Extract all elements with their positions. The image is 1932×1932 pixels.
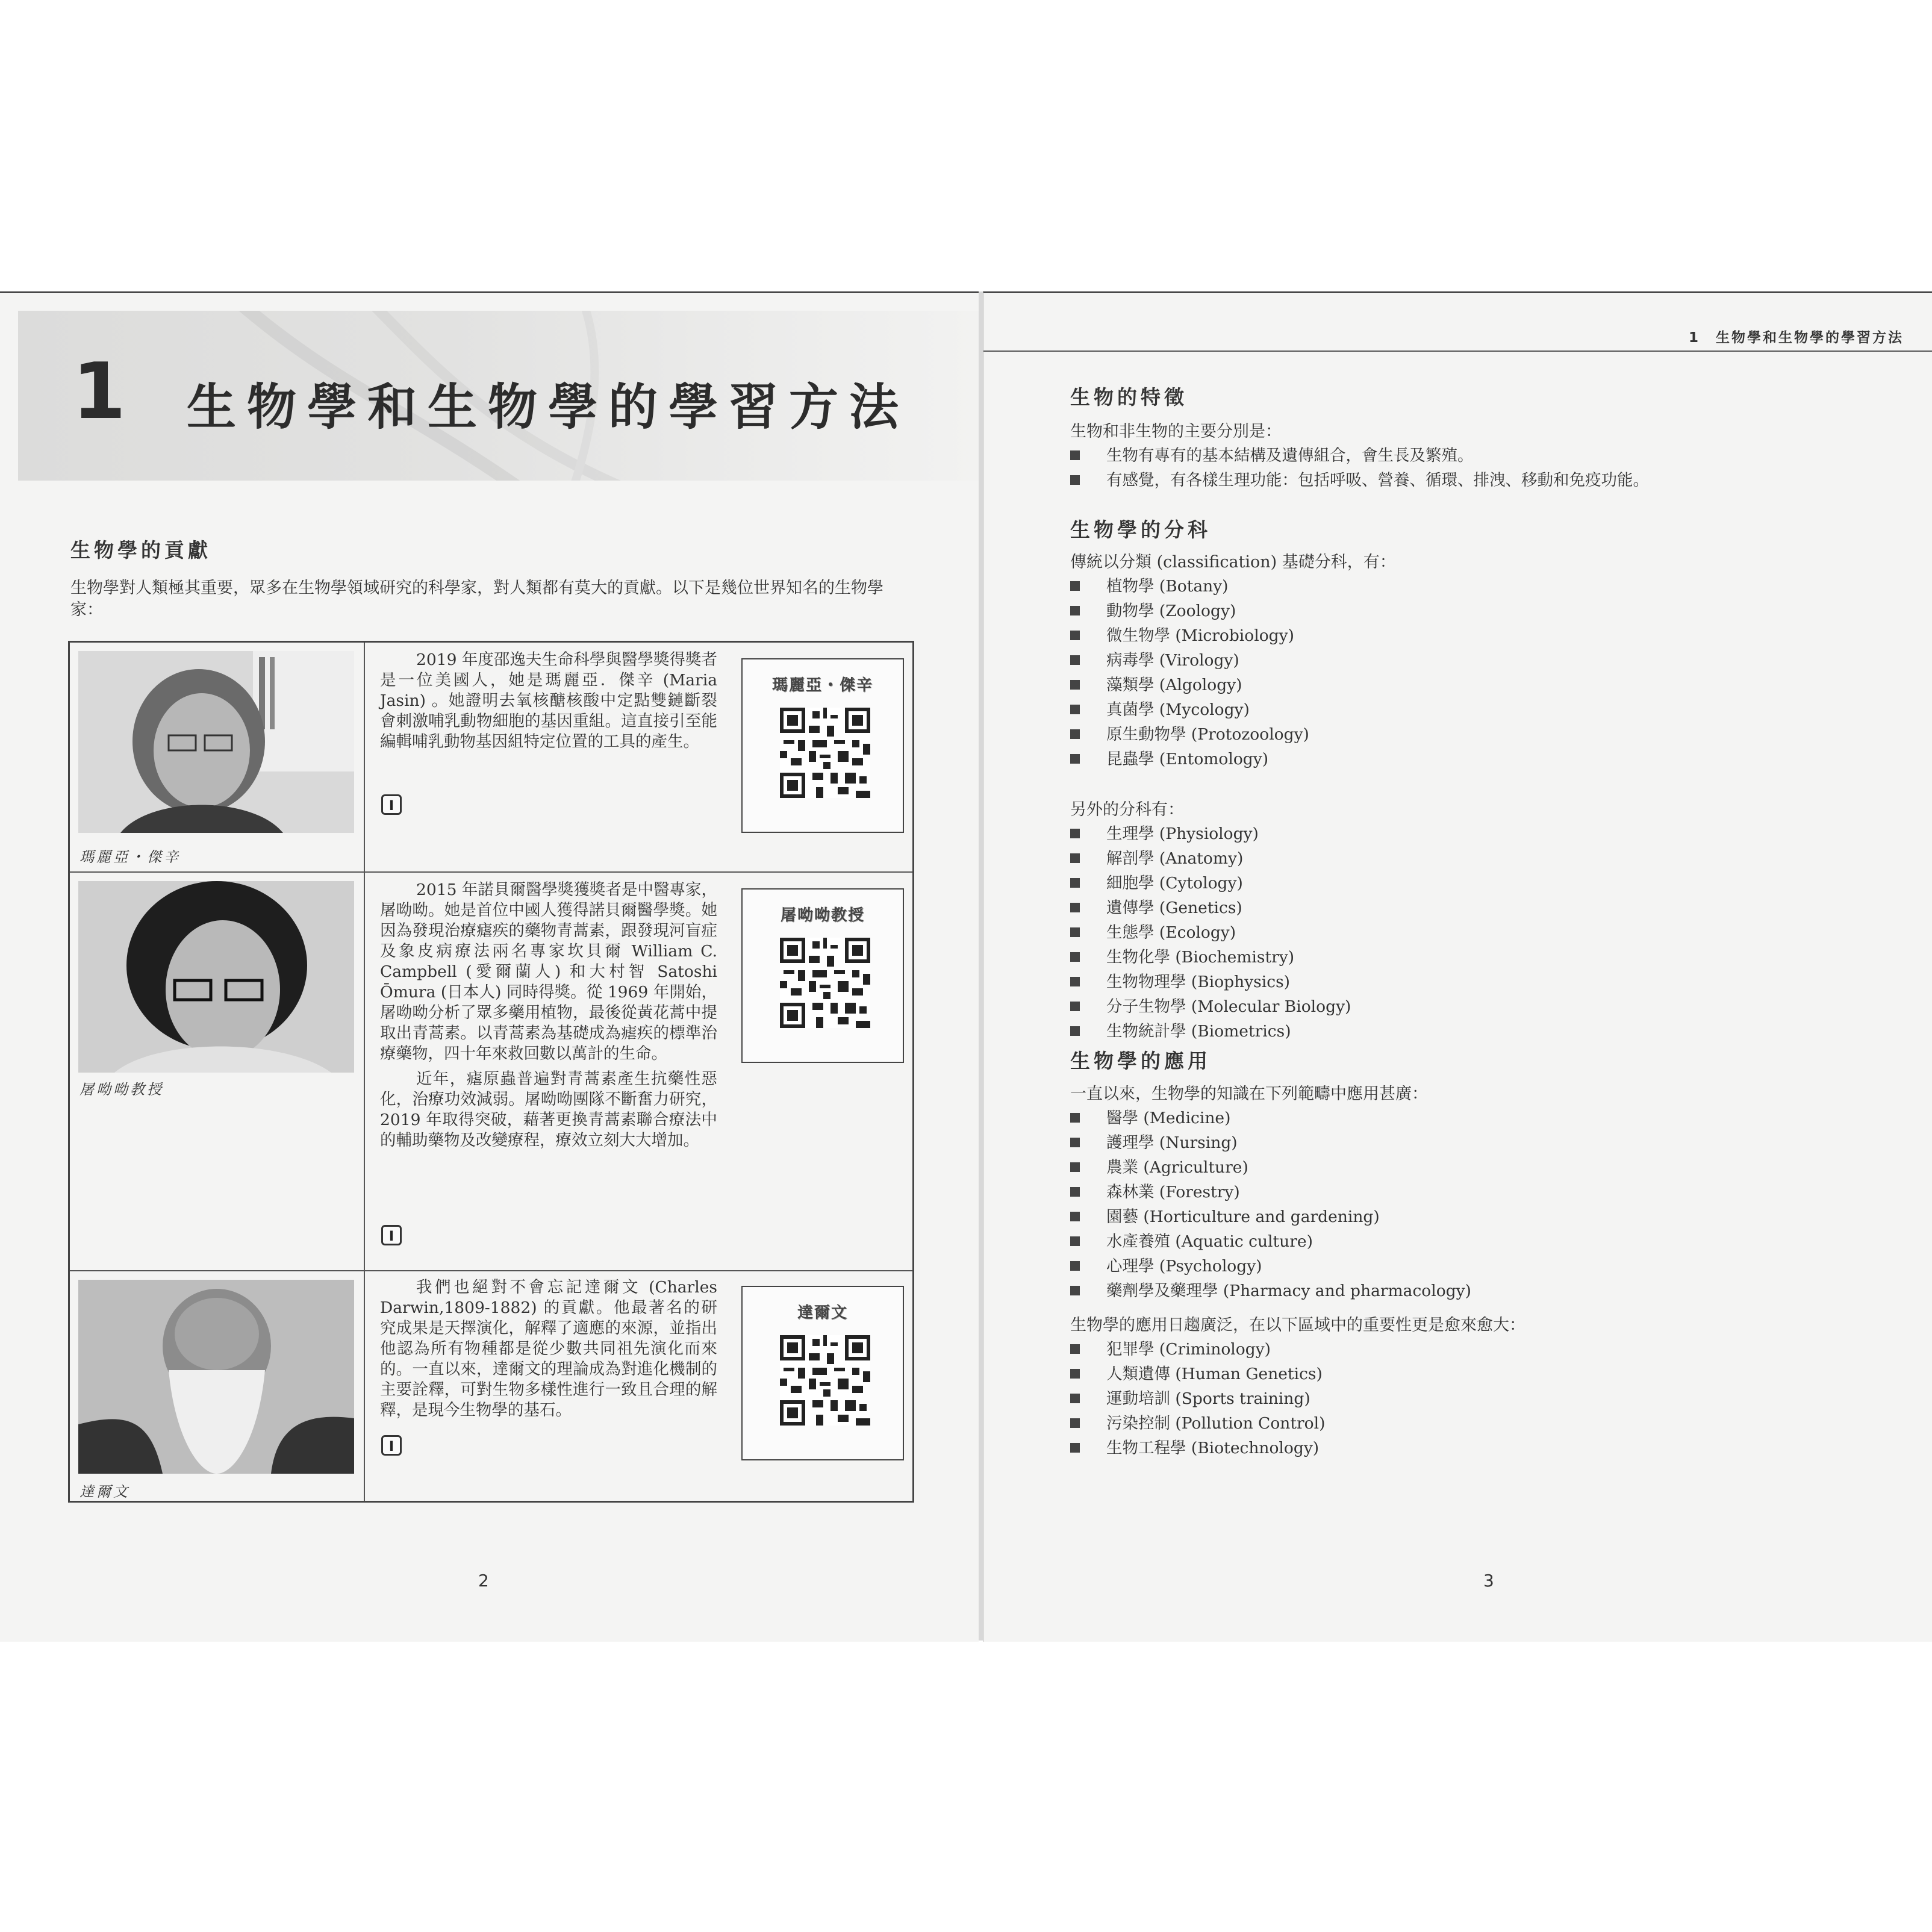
list-item: [1070, 1279, 1471, 1303]
branches-list: [1070, 574, 1309, 771]
list-item-text: 生物有專有的基本結構及遺傳組合，會生長及繁殖。: [1106, 446, 1474, 465]
section-title-branches: 生物學的分科: [1070, 518, 1211, 541]
list-item-text: 分子生物學 (Molecular Biology): [1106, 997, 1351, 1016]
info-icon[interactable]: I: [381, 1435, 402, 1456]
table-row: [70, 1271, 912, 1501]
square-bullet-icon: [1070, 1418, 1080, 1428]
list-item-text: 藥劑學及藥理學 (Pharmacy and pharmacology): [1106, 1282, 1471, 1300]
section-title-contributions: 生物學的貢獻: [70, 538, 211, 562]
list-item: [1070, 1362, 1325, 1386]
square-bullet-icon: [1070, 754, 1080, 764]
list-item-text: 解剖學 (Anatomy): [1106, 849, 1244, 868]
list-item-text: 細胞學 (Cytology): [1106, 874, 1243, 893]
features-list: [1070, 443, 1649, 493]
qr-label: 瑪麗亞・傑辛: [771, 676, 873, 694]
square-bullet-icon: [1070, 977, 1080, 986]
list-item-text: 生態學 (Ecology): [1106, 923, 1236, 942]
list-item-text: 原生動物學 (Protozoology): [1106, 725, 1309, 744]
square-bullet-icon: [1070, 829, 1080, 838]
list-item-text: 污染控制 (Pollution Control): [1106, 1414, 1326, 1433]
qr-code-icon[interactable]: [780, 708, 870, 798]
list-item: [1070, 970, 1351, 994]
square-bullet-icon: [1070, 878, 1080, 888]
list-item-text: 醫學 (Medicine): [1106, 1109, 1231, 1127]
growing-applications-intro: 生物學的應用日趨廣泛，在以下區域中的重要性更是愈來愈大：: [1070, 1316, 1525, 1335]
square-bullet-icon: [1070, 1212, 1080, 1221]
list-item-text: 真菌學 (Mycology): [1106, 700, 1250, 719]
list-item-text: 生物物理學 (Biophysics): [1106, 973, 1291, 991]
scientist-photo-jasin: [78, 651, 354, 833]
square-bullet-icon: [1070, 1236, 1080, 1246]
list-item: [1070, 697, 1309, 722]
list-item: [1070, 945, 1351, 970]
bio-paragraph: 我們也絕對不會忘記達爾文 (Charles Darwin,1809-1882) 的貢獻。他最著名的研究成果是天擇演化，解釋了適應的來源，並指出他認為所有物種都是從少數共同祖先演化而來的。一直以來，達爾文的理論成為對進化機制的主要詮釋，可對生物多樣性進行一致且合理的解釋，是現今生物學的基石。: [380, 1278, 717, 1419]
list-item: [1070, 468, 1649, 493]
qr-label: 達爾文: [797, 1304, 848, 1322]
info-icon[interactable]: I: [381, 1225, 402, 1245]
intro-line-1: 生物學對人類極其重要，眾多在生物學領域研究的科學家，對人類都有莫大的貢獻。以下是幾位世界知名的生物學: [70, 579, 883, 597]
photo-caption: 屠呦呦教授: [79, 1081, 164, 1098]
list-item: [1070, 1106, 1471, 1130]
square-bullet-icon: [1070, 1002, 1080, 1011]
qr-code-icon[interactable]: [780, 938, 870, 1028]
photo-cell: [70, 873, 365, 1270]
square-bullet-icon: [1070, 1162, 1080, 1172]
square-bullet-icon: [1070, 1026, 1080, 1036]
other-branches-intro: 另外的分科有：: [1070, 800, 1184, 819]
list-item-text: 人類遺傳 (Human Genetics): [1106, 1365, 1323, 1383]
bio-cell: [368, 1271, 916, 1501]
left-page: [0, 291, 979, 1642]
photo-caption: 達爾文: [79, 1483, 130, 1500]
section-title-applications: 生物學的應用: [1070, 1049, 1211, 1073]
bio-text: [380, 880, 717, 1151]
list-item: [1070, 1436, 1325, 1460]
square-bullet-icon: [1070, 450, 1080, 460]
list-item: [1070, 1386, 1325, 1411]
bio-paragraph: 2015 年諾貝爾醫學獎獲獎者是中醫專家，屠呦呦。她是首位中國人獲得諾貝爾醫學獎。她因為發現治療瘧疾的藥物青蒿素，跟發現河盲症及象皮病療法兩名專家坎貝爾 William C. Campbell (愛爾蘭人) 和大村智 Satoshi Ōmura (日本人) 同時得獎。從 1969 年開始，屠呦呦分析了眾多藥用植物，最後從黃花蒿中提取出青蒿素。以青蒿素為基礎成為瘧疾的標準治療藥物，四十年來救回數以萬計的生命。: [380, 880, 717, 1063]
table-row: [70, 643, 912, 873]
list-item-text: 心理學 (Psychology): [1106, 1257, 1262, 1276]
list-item: [1070, 648, 1309, 673]
list-item: [1070, 994, 1351, 1019]
list-item-text: 森林業 (Forestry): [1106, 1183, 1240, 1201]
list-item: [1070, 673, 1309, 697]
list-item-text: 微生物學 (Microbiology): [1106, 626, 1294, 645]
square-bullet-icon: [1070, 655, 1080, 665]
list-item-text: 水產養殖 (Aquatic culture): [1106, 1232, 1313, 1251]
square-bullet-icon: [1070, 1443, 1080, 1453]
square-bullet-icon: [1070, 1369, 1080, 1379]
list-item: [1070, 920, 1351, 945]
other-branches-list: [1070, 821, 1351, 1044]
qr-code-icon[interactable]: [780, 1335, 870, 1426]
scientist-photo-tu: [78, 881, 354, 1073]
list-item-text: 生物化學 (Biochemistry): [1106, 948, 1295, 967]
table-row: [70, 873, 912, 1271]
chapter-title: 生物學和生物學的學習方法: [187, 379, 910, 436]
bio-text: [380, 1277, 717, 1421]
list-item-text: 有感覺，有各樣生理功能：包括呼吸、營養、循環、排洩、移動和免疫功能。: [1106, 471, 1649, 490]
square-bullet-icon: [1070, 1187, 1080, 1197]
book-gutter: [979, 291, 983, 1641]
branches-intro: 傳統以分類 (classification) 基礎分科，有：: [1070, 553, 1396, 572]
square-bullet-icon: [1070, 705, 1080, 714]
page-number: 2: [478, 1571, 489, 1591]
list-item: [1070, 821, 1351, 846]
list-item: [1070, 1204, 1471, 1229]
list-item: [1070, 623, 1309, 648]
square-bullet-icon: [1070, 1286, 1080, 1295]
list-item: [1070, 722, 1309, 747]
qr-card[interactable]: [741, 658, 904, 833]
list-item: [1070, 574, 1309, 599]
list-item: [1070, 1130, 1471, 1155]
list-item: [1070, 1254, 1471, 1279]
list-item-text: 生理學 (Physiology): [1106, 824, 1259, 843]
list-item-text: 生物工程學 (Biotechnology): [1106, 1439, 1320, 1457]
right-page: [983, 291, 1932, 1642]
square-bullet-icon: [1070, 475, 1080, 485]
list-item-text: 昆蟲學 (Entomology): [1106, 750, 1269, 768]
photo-cell: [70, 643, 365, 871]
list-item: [1070, 871, 1351, 896]
list-item-text: 動物學 (Zoology): [1106, 602, 1236, 620]
list-item: [1070, 599, 1309, 623]
list-item: [1070, 896, 1351, 920]
chapter-banner: [18, 311, 979, 481]
scientist-photo-darwin: [78, 1280, 354, 1474]
features-intro: 生物和非生物的主要分別是：: [1070, 422, 1282, 441]
growing-applications-list: [1070, 1337, 1325, 1460]
list-item: [1070, 443, 1649, 468]
section-title-features: 生物的特徵: [1070, 385, 1188, 409]
list-item: [1070, 1229, 1471, 1254]
square-bullet-icon: [1070, 631, 1080, 640]
photo-cell: [70, 1271, 365, 1501]
page-number: 3: [1483, 1571, 1494, 1591]
list-item-text: 農業 (Agriculture): [1106, 1158, 1248, 1177]
square-bullet-icon: [1070, 1261, 1080, 1271]
list-item: [1070, 747, 1309, 771]
list-item-text: 生物統計學 (Biometrics): [1106, 1022, 1291, 1041]
list-item-text: 犯罪學 (Criminology): [1106, 1340, 1271, 1359]
list-item: [1070, 1180, 1471, 1204]
list-item: [1070, 1337, 1325, 1362]
intro-line-2: 家：: [70, 600, 103, 619]
bio-paragraph: 近年，瘧原蟲普遍對青蒿素產生抗藥性惡化，治療功效減弱。屠呦呦團隊不斷奮力研究，2019 年取得突破，藉著更換青蒿素聯合療法中的輔助藥物及改變療程，療效立刻大大增加。: [380, 1070, 717, 1150]
running-head: 1 生物學和生物學的學習方法: [1688, 330, 1904, 346]
info-icon[interactable]: I: [381, 794, 402, 815]
bio-cell: [368, 873, 916, 1270]
square-bullet-icon: [1070, 853, 1080, 863]
list-item-text: 護理學 (Nursing): [1106, 1133, 1238, 1152]
list-item: [1070, 1155, 1471, 1180]
photo-caption: 瑪麗亞・傑辛: [79, 849, 181, 865]
square-bullet-icon: [1070, 1344, 1080, 1354]
square-bullet-icon: [1070, 903, 1080, 912]
qr-label: 屠呦呦教授: [780, 906, 865, 924]
square-bullet-icon: [1070, 1113, 1080, 1123]
chapter-number: 1: [72, 347, 126, 437]
square-bullet-icon: [1070, 927, 1080, 937]
square-bullet-icon: [1070, 680, 1080, 690]
applications-intro: 一直以來，生物學的知識在下列範疇中應用甚廣：: [1070, 1085, 1428, 1103]
scientists-table: [68, 641, 914, 1503]
list-item: [1070, 846, 1351, 871]
applications-list: [1070, 1106, 1471, 1303]
list-item-text: 園藝 (Horticulture and gardening): [1106, 1208, 1380, 1226]
list-item-text: 病毒學 (Virology): [1106, 651, 1239, 670]
list-item-text: 運動培訓 (Sports training): [1106, 1389, 1310, 1408]
square-bullet-icon: [1070, 1138, 1080, 1147]
square-bullet-icon: [1070, 1394, 1080, 1403]
bio-text: [380, 650, 717, 752]
list-item-text: 藻類學 (Algology): [1106, 676, 1242, 694]
header-rule: [983, 351, 1932, 352]
square-bullet-icon: [1070, 606, 1080, 615]
list-item-text: 植物學 (Botany): [1106, 577, 1229, 596]
square-bullet-icon: [1070, 581, 1080, 591]
list-item: [1070, 1019, 1351, 1044]
square-bullet-icon: [1070, 729, 1080, 739]
square-bullet-icon: [1070, 952, 1080, 962]
qr-card[interactable]: [741, 888, 904, 1063]
list-item: [1070, 1411, 1325, 1436]
bio-cell: [368, 643, 916, 871]
list-item-text: 遺傳學 (Genetics): [1106, 899, 1242, 917]
bio-paragraph: 2019 年度邵逸夫生命科學與醫學獎得獎者是一位美國人，她是瑪麗亞．傑辛 (Maria Jasin) 。她證明去氧核醣核酸中定點雙鏈斷裂會刺激哺乳動物細胞的基因重組。這直接引至能編輯哺乳動物基因組特定位置的工具的產生。: [380, 650, 717, 751]
qr-card[interactable]: [741, 1286, 904, 1460]
